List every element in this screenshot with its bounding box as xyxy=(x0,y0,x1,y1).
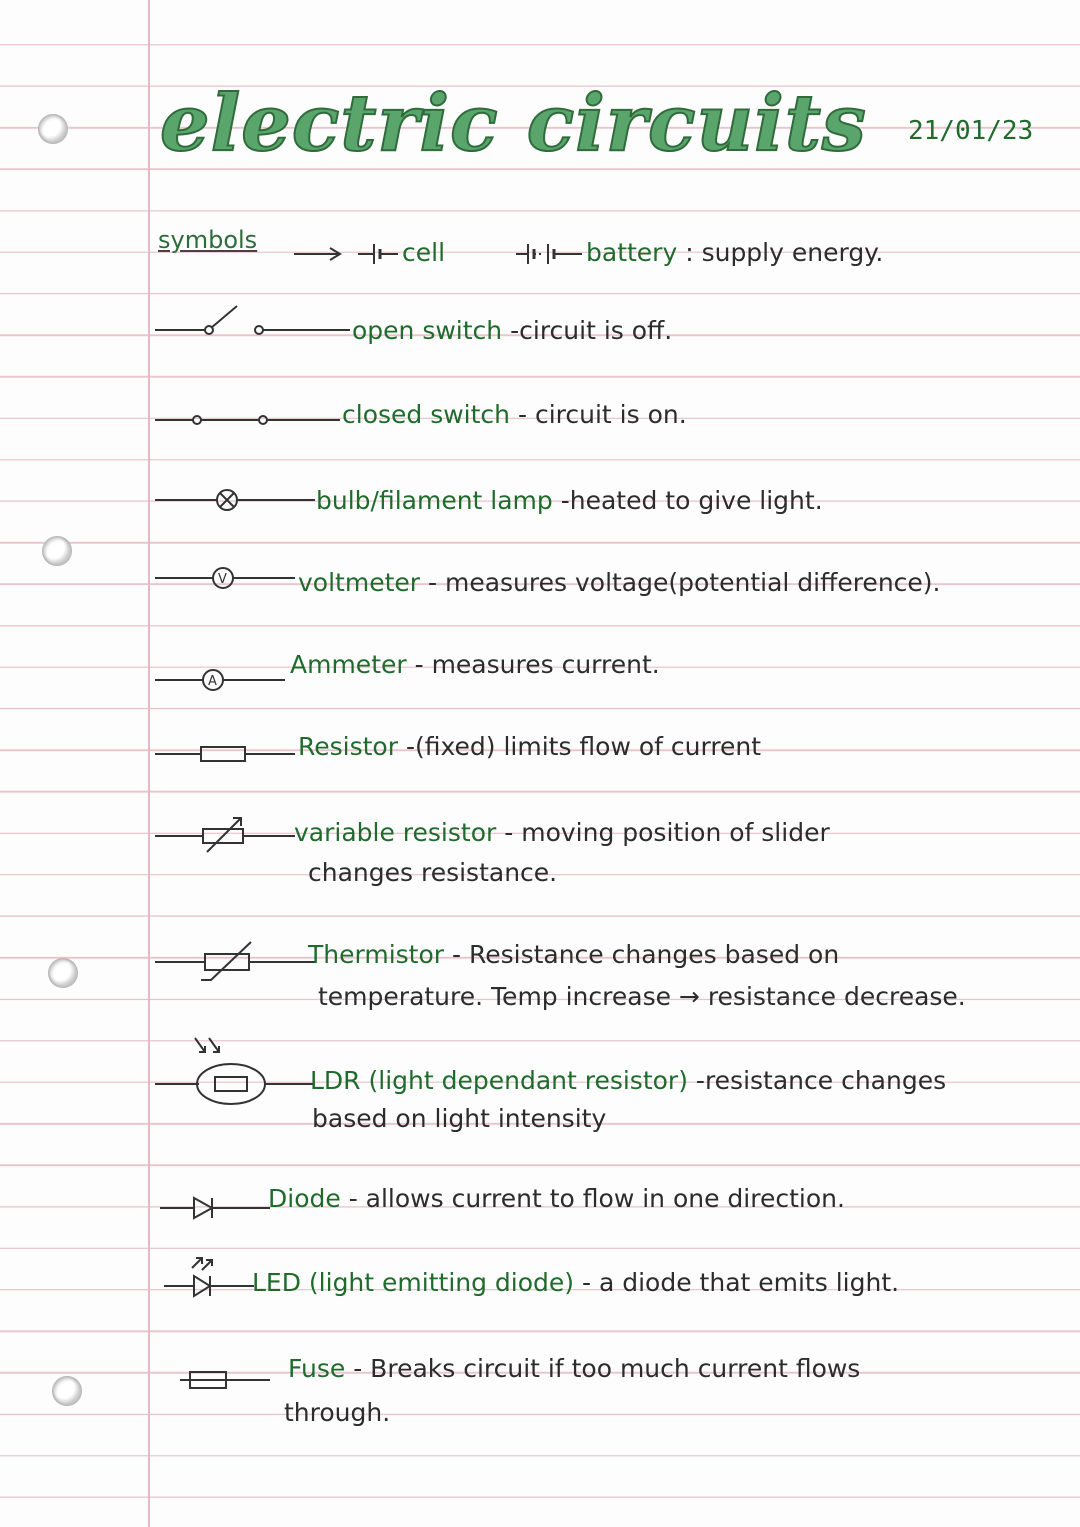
entry-desc: - allows current to flow in one direction. xyxy=(348,1184,845,1213)
entry-desc: - moving position of slider xyxy=(504,818,830,847)
entry-diode xyxy=(268,1184,845,1213)
entry-desc: -heated to give light. xyxy=(560,486,823,515)
date: 21/01/23 xyxy=(908,116,1034,146)
entry-voltmeter xyxy=(298,568,941,597)
entry-desc: - measures current. xyxy=(414,650,660,679)
closed-switch-icon xyxy=(155,404,340,434)
cell-icon xyxy=(358,240,402,268)
entry-term: LDR (light dependant resistor) xyxy=(310,1066,688,1095)
entry-desc: - Breaks circuit if too much current flows xyxy=(353,1354,861,1383)
entry-term: Fuse xyxy=(288,1354,346,1383)
entry-desc-line2: changes resistance. xyxy=(308,858,558,887)
entry-fuse xyxy=(288,1354,860,1383)
ldr-icon xyxy=(155,1034,315,1114)
entry-term: closed switch xyxy=(342,400,511,429)
entry-battery xyxy=(586,238,883,267)
entry-term: open switch xyxy=(352,316,503,345)
punch-hole xyxy=(42,536,72,566)
entry-term: Resistor xyxy=(298,732,398,761)
entry-ldr xyxy=(310,1066,946,1095)
entry-ammeter xyxy=(290,650,660,679)
entry-term: Diode xyxy=(268,1184,341,1213)
entry-open-switch xyxy=(352,316,672,345)
entry-desc: : supply energy. xyxy=(685,238,884,267)
entry-term: Ammeter xyxy=(290,650,407,679)
entry-desc: - measures voltage(potential difference). xyxy=(428,568,941,597)
punch-hole xyxy=(38,114,68,144)
bulb-icon xyxy=(155,484,315,516)
entry-desc-line2: based on light intensity xyxy=(312,1104,607,1133)
entry-desc: -resistance changes xyxy=(695,1066,947,1095)
voltmeter-icon xyxy=(155,562,295,594)
entry-desc: - circuit is on. xyxy=(517,400,687,429)
entry-closed-switch xyxy=(342,400,687,429)
entry-desc: - Resistance changes based on xyxy=(452,940,840,969)
page-title: electric circuits xyxy=(160,78,867,169)
svg-text:V: V xyxy=(218,572,227,587)
fuse-icon xyxy=(180,1366,270,1392)
entry-term: bulb/filament lamp xyxy=(316,486,553,515)
entry-desc: -(fixed) limits flow of current xyxy=(405,732,762,761)
arrow-icon xyxy=(292,246,344,262)
entry-term: battery xyxy=(586,238,678,267)
diode-icon xyxy=(160,1192,270,1222)
margin-line xyxy=(148,0,150,1527)
entry-desc: - a diode that emits light. xyxy=(582,1268,900,1297)
entry-term: variable resistor xyxy=(294,818,497,847)
led-icon xyxy=(164,1254,254,1298)
battery-icon xyxy=(516,240,584,268)
punch-hole xyxy=(52,1376,82,1406)
thermistor-icon xyxy=(155,936,315,984)
entry-resistor xyxy=(298,732,761,761)
entry-desc-line2: temperature. Temp increase → resistance decrease. xyxy=(318,982,966,1011)
entry-term: Thermistor xyxy=(308,940,445,969)
resistor-icon xyxy=(155,740,295,768)
symbols-heading: symbols xyxy=(158,226,258,254)
punch-hole xyxy=(48,958,78,988)
entry-bulb xyxy=(316,486,823,515)
entry-desc: -circuit is off. xyxy=(510,316,673,345)
open-switch-icon xyxy=(155,300,350,340)
svg-text:A: A xyxy=(208,674,217,689)
entry-term: LED (light emitting diode) xyxy=(252,1268,575,1297)
variable-resistor-icon xyxy=(155,812,295,856)
entry-thermistor xyxy=(308,940,839,969)
entry-term: voltmeter xyxy=(298,568,421,597)
entry-desc-line2: through. xyxy=(284,1398,391,1427)
ammeter-icon xyxy=(155,664,285,696)
entry-led xyxy=(252,1268,899,1297)
entry-cell xyxy=(402,238,445,267)
entry-term: cell xyxy=(402,238,446,267)
entry-variable-resistor xyxy=(294,818,830,847)
